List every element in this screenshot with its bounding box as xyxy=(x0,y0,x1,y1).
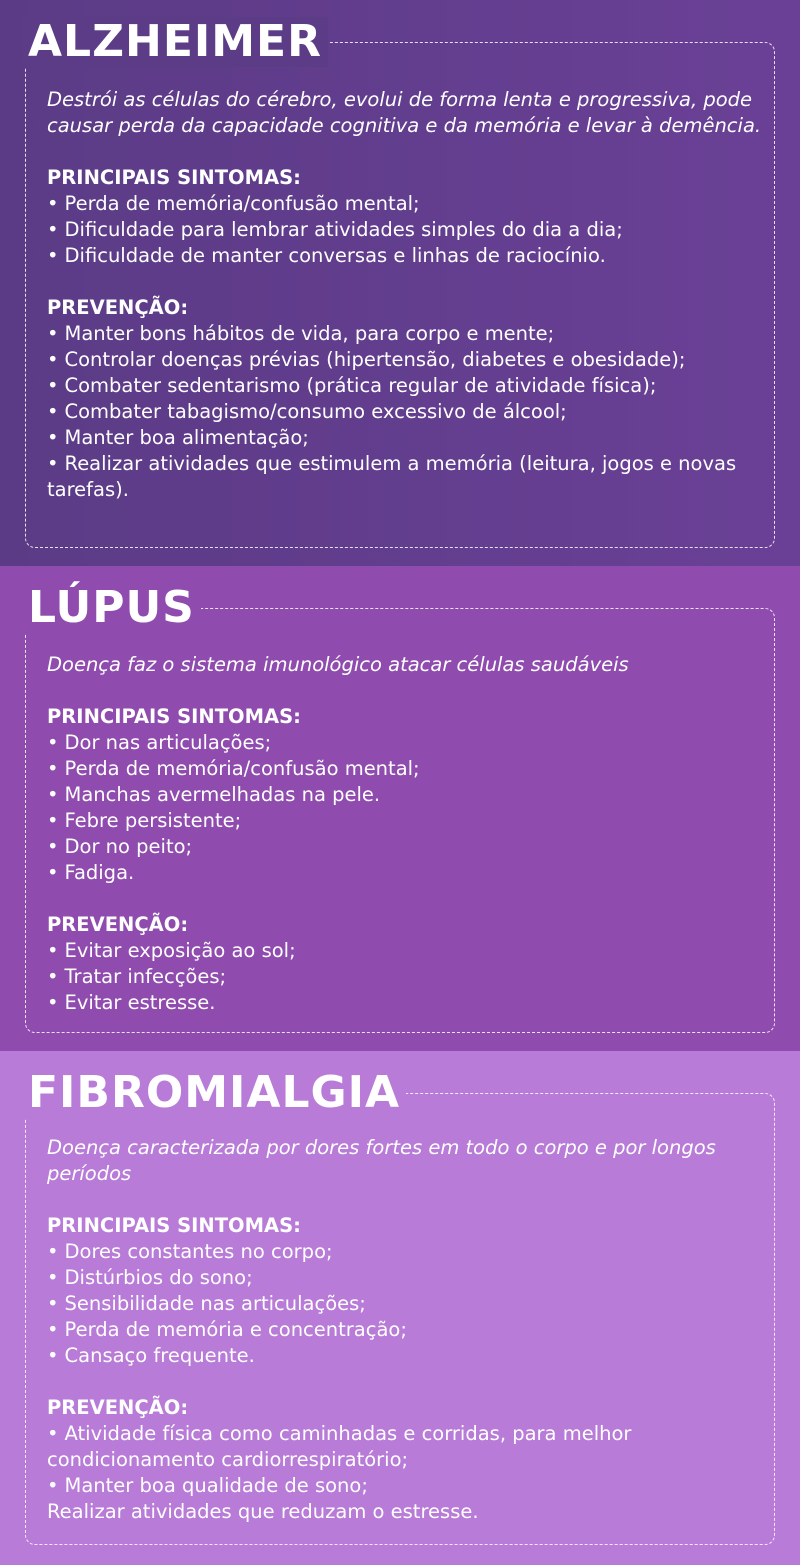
lupus-prevention-heading: PREVENÇÃO: xyxy=(47,913,189,936)
fibromialgia-symptoms-heading: PRINCIPAIS SINTOMAS: xyxy=(47,1214,301,1237)
fibromialgia-symptoms-list xyxy=(47,1239,767,1369)
list-item: • Manchas avermelhadas na pele. xyxy=(47,783,381,806)
list-item: • Dor no peito; xyxy=(47,835,193,858)
list-item: • Perda de memória/confusão mental; xyxy=(47,757,420,780)
list-item: • Manter boa alimentação; xyxy=(47,426,309,449)
list-item: • Fadiga. xyxy=(47,861,135,884)
list-item: • Controlar doenças prévias (hipertensão, diabetes e obesidade); xyxy=(47,348,686,371)
alzheimer-symptoms-heading: PRINCIPAIS SINTOMAS: xyxy=(47,166,301,189)
lupus-symptoms-heading: PRINCIPAIS SINTOMAS: xyxy=(47,705,301,728)
list-item: • Perda de memória e concentração; xyxy=(47,1318,407,1341)
lupus-prevention-list xyxy=(47,938,767,1016)
lupus-title: LÚPUS xyxy=(22,583,201,633)
fibromialgia-section xyxy=(0,1051,800,1565)
list-item: • Febre persistente; xyxy=(47,809,242,832)
list-item: • Cansaço frequente. xyxy=(47,1344,255,1367)
list-item: • Dor nas articulações; xyxy=(47,731,272,754)
list-item: • Dificuldade de manter conversas e linhas de raciocínio. xyxy=(47,244,606,267)
list-item: • Manter boa qualidade de sono; xyxy=(47,1474,368,1497)
alzheimer-title: ALZHEIMER xyxy=(22,17,328,67)
list-item: • Dores constantes no corpo; xyxy=(47,1240,333,1263)
fibromialgia-prevention-heading: PREVENÇÃO: xyxy=(47,1396,189,1419)
alzheimer-section xyxy=(0,0,800,566)
list-item: • Evitar estresse. xyxy=(47,991,216,1014)
list-item: • Combater sedentarismo (prática regular de atividade física); xyxy=(47,374,657,397)
fibromialgia-title: FIBROMIALGIA xyxy=(22,1068,406,1118)
list-item: • Tratar infecções; xyxy=(47,965,227,988)
list-item: • Atividade física como caminhadas e corridas, para melhor condicionamento cardiorrespiratório; xyxy=(47,1422,632,1471)
list-item: • Combater tabagismo/consumo excessivo de álcool; xyxy=(47,400,567,423)
lupus-symptoms-list xyxy=(47,730,767,886)
lupus-description: Doença faz o sistema imunológico atacar células saudáveis xyxy=(47,653,629,676)
list-item: • Distúrbios do sono; xyxy=(47,1266,253,1289)
alzheimer-description: Destrói as células do cérebro, evolui de forma lenta e progressiva, pode causar perda da capacidade cognitiva e da memória e levar à demência. xyxy=(47,88,762,137)
fibromialgia-description: Doença caracterizada por dores fortes em todo o corpo e por longos períodos xyxy=(47,1136,716,1185)
list-item: • Realizar atividades que estimulem a memória (leitura, jogos e novas tarefas). xyxy=(47,452,737,501)
list-item: • Perda de memória/confusão mental; xyxy=(47,192,420,215)
list-item: • Dificuldade para lembrar atividades simples do dia a dia; xyxy=(47,218,623,241)
list-item: Realizar atividades que reduzam o estresse. xyxy=(47,1500,479,1523)
list-item: • Manter bons hábitos de vida, para corpo e mente; xyxy=(47,322,555,345)
alzheimer-prevention-list xyxy=(47,321,767,503)
list-item: • Evitar exposição ao sol; xyxy=(47,939,296,962)
alzheimer-symptoms-list xyxy=(47,191,767,269)
alzheimer-prevention-heading: PREVENÇÃO: xyxy=(47,296,189,319)
fibromialgia-prevention-list xyxy=(47,1421,767,1525)
list-item: • Sensibilidade nas articulações; xyxy=(47,1292,366,1315)
lupus-section xyxy=(0,566,800,1051)
